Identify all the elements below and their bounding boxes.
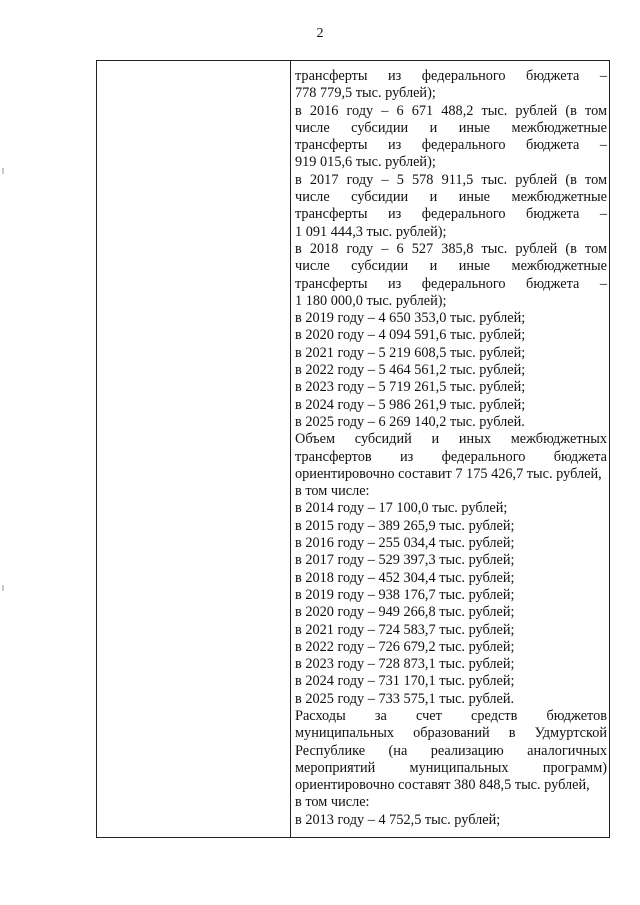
- text-line: в 2013 году – 4 752,5 тыс. рублей;: [295, 811, 501, 828]
- text-line: в 2023 году – 728 873,1 тыс. рублей;: [295, 656, 515, 673]
- text-line: ориентировочно составит 7 175 426,7 тыс. рублей,: [295, 465, 602, 482]
- text-line: в 2022 году – 726 679,2 тыс. рублей;: [295, 638, 515, 655]
- text-line: в 2019 году – 938 176,7 тыс. рублей;: [295, 586, 515, 603]
- text-line: в том числе:: [295, 794, 370, 811]
- text-line: в 2018 году – 6 527 385,8 тыс. рублей (в том: [295, 240, 607, 257]
- table-right-cell: [295, 68, 607, 829]
- text-line: в 2017 году – 529 397,3 тыс. рублей;: [295, 552, 515, 569]
- text-line: в 2022 году – 5 464 561,2 тыс. рублей;: [295, 362, 526, 379]
- text-line: Объем субсидий и иных межбюджетных: [295, 431, 607, 448]
- column-divider: [290, 61, 291, 837]
- text-line: числе субсидии и иные межбюджетные: [295, 258, 607, 275]
- text-line: Республике (на реализацию аналогичных: [295, 742, 607, 759]
- text-line: в 2014 году – 17 100,0 тыс. рублей;: [295, 500, 508, 517]
- text-line: трансферты из федерального бюджета –: [295, 206, 607, 223]
- text-line: трансферты из федерального бюджета –: [295, 275, 607, 292]
- text-line: Расходы за счет средств бюджетов: [295, 707, 607, 724]
- text-line: в 2020 году – 949 266,8 тыс. рублей;: [295, 604, 515, 621]
- text-line: в 2020 году – 4 094 591,6 тыс. рублей;: [295, 327, 526, 344]
- text-line: 919 015,6 тыс. рублей);: [295, 154, 436, 171]
- text-line: в 2024 году – 731 170,1 тыс. рублей;: [295, 673, 515, 690]
- text-line: числе субсидии и иные межбюджетные: [295, 119, 607, 136]
- text-line: муниципальных образований в Удмуртской: [295, 725, 607, 742]
- text-line: в 2018 году – 452 304,4 тыс. рублей;: [295, 569, 515, 586]
- text-line: трансферты из федерального бюджета –: [295, 137, 607, 154]
- text-line: 1 091 444,3 тыс. рублей);: [295, 223, 447, 240]
- document-table: [96, 60, 610, 838]
- text-line: в 2019 году – 4 650 353,0 тыс. рублей;: [295, 310, 526, 327]
- table-left-cell: [97, 61, 290, 837]
- scan-edge-mark: [2, 585, 4, 591]
- text-line: в 2017 году – 5 578 911,5 тыс. рублей (в том: [295, 171, 607, 188]
- text-line: в 2021 году – 5 219 608,5 тыс. рублей;: [295, 344, 526, 361]
- text-line: в том числе:: [295, 483, 370, 500]
- text-line: 778 779,5 тыс. рублей);: [295, 85, 436, 102]
- text-line: в 2025 году – 6 269 140,2 тыс. рублей.: [295, 413, 525, 430]
- text-line: трансфертов из федерального бюджета: [295, 448, 607, 465]
- text-line: 1 180 000,0 тыс. рублей);: [295, 292, 447, 309]
- scan-edge-mark: [2, 168, 4, 174]
- text-line: в 2024 году – 5 986 261,9 тыс. рублей;: [295, 396, 526, 413]
- text-line: в 2023 году – 5 719 261,5 тыс. рублей;: [295, 379, 526, 396]
- text-line: числе субсидии и иные межбюджетные: [295, 189, 607, 206]
- text-line: в 2021 году – 724 583,7 тыс. рублей;: [295, 621, 515, 638]
- text-line: в 2025 году – 733 575,1 тыс. рублей.: [295, 690, 515, 707]
- text-line: в 2015 году – 389 265,9 тыс. рублей;: [295, 517, 515, 534]
- text-line: в 2016 году – 6 671 488,2 тыс. рублей (в том: [295, 102, 607, 119]
- text-line: в 2016 году – 255 034,4 тыс. рублей;: [295, 535, 515, 552]
- text-line: трансферты из федерального бюджета –: [295, 68, 607, 84]
- text-line: ориентировочно составят 380 848,5 тыс. рублей,: [295, 777, 590, 794]
- text-line: мероприятий муниципальных программ): [295, 759, 607, 776]
- page-number: 2: [316, 26, 324, 41]
